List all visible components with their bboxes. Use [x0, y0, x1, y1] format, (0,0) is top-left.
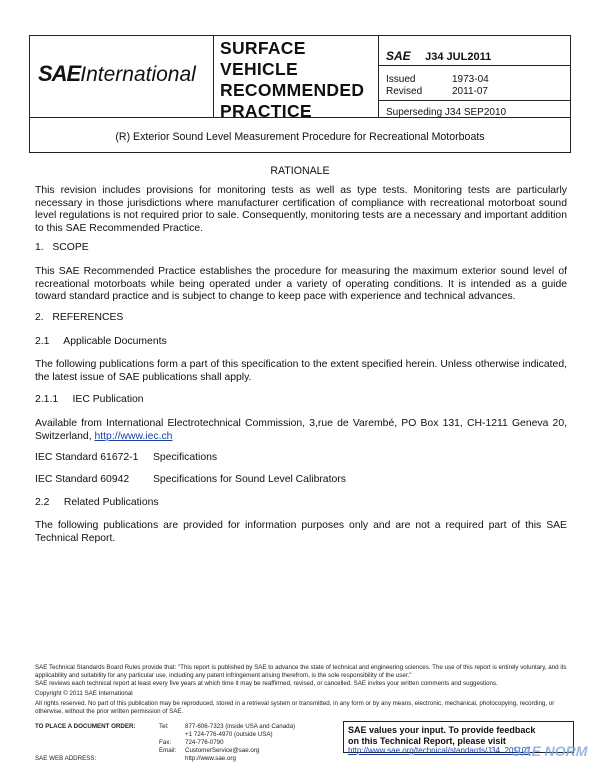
document-title: (R) Exterior Sound Level Measurement Procedure for Recreational Motorboats	[115, 131, 485, 143]
iec-text: Available from International Electrotechnical Commission, 3,rue de Varembé, PO Box 131, CH-1211 Geneva 20, Switzerland, http://www.iec.ch	[35, 418, 567, 442]
rationale-text: This revision includes provisions for monitoring tests as well as type tests. Monitoring tests are particularly necessary in those jurisdictions where manufacturer certification of compliance with recreational motorboat sound level regulations is not required prior to sale. Consequently, monitoring tests are a necessary and important addition to this SAE Recommended Practice.	[35, 185, 567, 234]
references-heading: 2. REFERENCES	[35, 312, 124, 323]
standard-desc: Specifications for Sound Level Calibrators	[153, 474, 346, 485]
iec-heading: 2.1.1 IEC Publication	[35, 394, 144, 405]
footer-notice: SAE Technical Standards Board Rules provide that: "This report is published by SAE to advance the state of technical and engineering sciences. The use of this report is entirely voluntary, and its applicability and suitability for any particular use, including any patent infringement arising therefrom, is the sole responsibility of the user." SAE reviews each technical report at least every five years at which time it may be reaffirmed, revised, or cancelled. SAE invites your written comments and suggestions. Copyright © 2011 SAE International All rights reserved. No part of this publication may be reproduced, stored in a retrieval system or transmitted, in any form or by any means, electronic, mechanical, photocopying, recording, or otherwise, without the prior written permission of SAE.	[35, 664, 567, 715]
doc-code: J34 JUL2011	[425, 51, 492, 63]
standard-row	[35, 452, 217, 465]
iec-link[interactable]: http://www.iec.ch	[94, 430, 173, 442]
sae-norm-watermark: SAE NORM	[512, 743, 588, 759]
header-divider-2	[378, 35, 379, 118]
standard-desc: Specifications	[153, 452, 218, 463]
related-heading: 2.2 Related Publications	[35, 497, 159, 508]
standard-name: IEC Standard 61672-1	[35, 452, 139, 463]
related-text: The following publications are provided for information purposes only and are not a required part of this SAE Technical Report.	[35, 520, 567, 544]
order-info: TO PLACE A DOCUMENT ORDER: Tel: 877-606-7323 (inside USA and Canada) +1 724-776-4970 (outside USA) Fax: 724-776-0790 Email: CustomerService@sae.org SAE WEB ADDRESS: http://www.sae.org	[35, 723, 296, 762]
issue-info: Issued 1973-04 Revised 2011-07	[386, 74, 489, 97]
feedback-link[interactable]: http://www.sae.org/technical/standards/J34_201107	[348, 746, 531, 755]
applicable-text: The following publications form a part of this specification to the extent specified herein. Unless otherwise indicated, the latest issue of SAE publications shall apply.	[35, 359, 567, 383]
applicable-heading: 2.1 Applicable Documents	[35, 336, 167, 347]
superseding: Superseding J34 SEP2010	[386, 107, 507, 118]
feedback-box: SAE values your input. To provide feedback on this Technical Report, please visit http://www.sae.org/technical/standards/J34_201107	[343, 721, 574, 753]
doc-code-row	[386, 47, 491, 65]
header-divider-1	[213, 35, 214, 118]
rationale-heading: RATIONALE	[270, 165, 330, 177]
standard-name: IEC Standard 60942	[35, 474, 130, 485]
standard-row	[35, 474, 346, 487]
sae-international-logo: SAEInternational	[38, 61, 196, 86]
practice-type: SURFACE VEHICLE RECOMMENDED PRACTICE	[220, 38, 365, 121]
scope-heading: 1. SCOPE	[35, 242, 89, 253]
issue-underline	[379, 100, 571, 101]
scope-text: This SAE Recommended Practice establishes the procedure for measuring the maximum exterior sound level of recreational motorboats while being operated under a variety of operating conditions. It is intended as a guide toward standard practice and is subject to change to keep pace with experience and technical advances.	[35, 266, 567, 303]
doc-code-underline	[379, 65, 571, 66]
sae-mark: SAE	[386, 49, 411, 63]
